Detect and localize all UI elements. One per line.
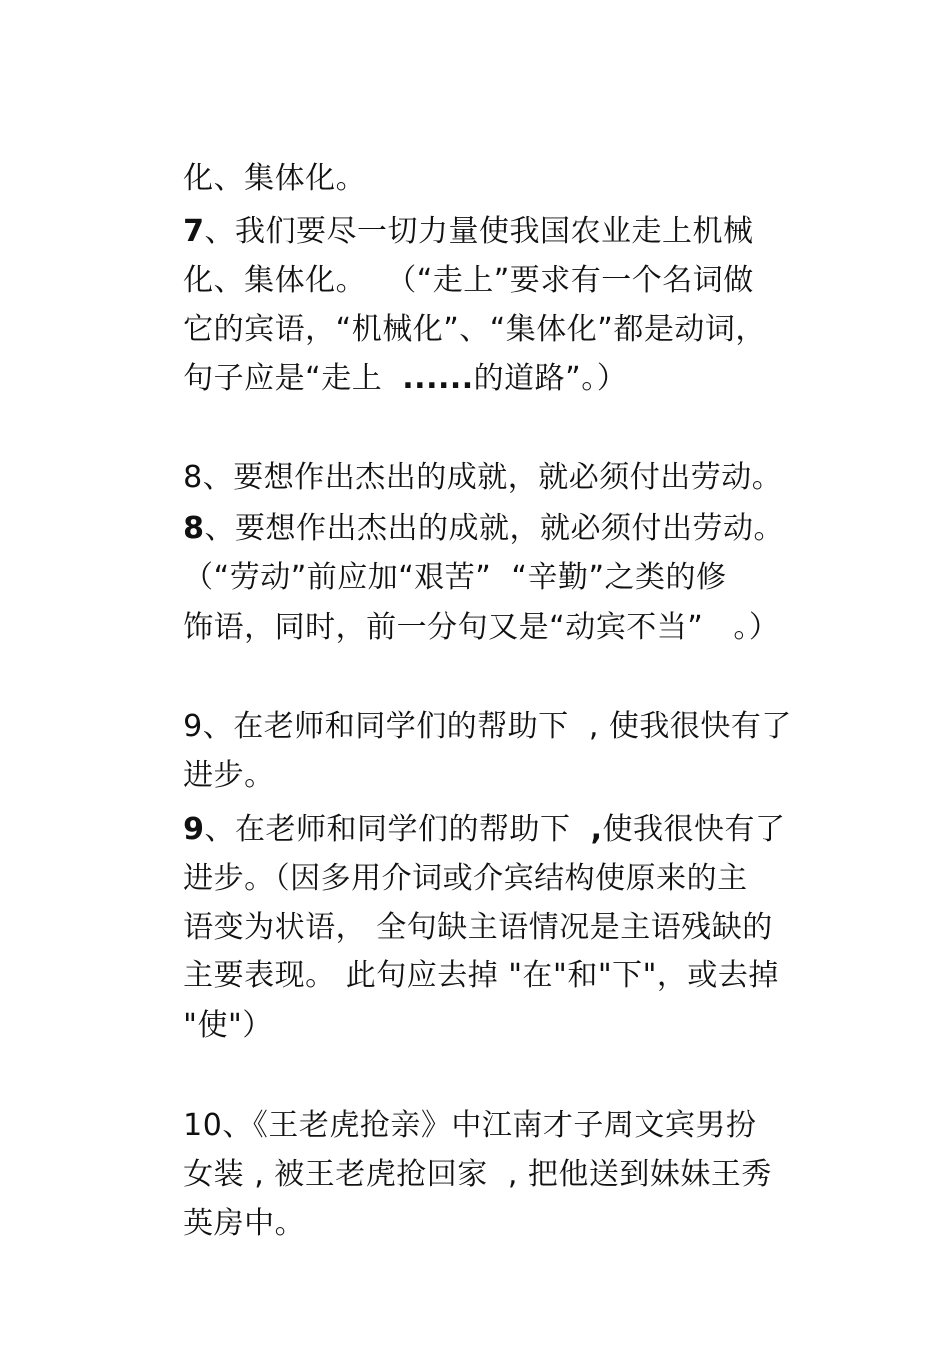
text-line: [143, 722, 275, 793]
line-text: 进步。（因多用介词或介宾结构使原来的主: [183, 861, 748, 896]
text-line: [143, 1072, 757, 1143]
line-text: 的道路”。）: [473, 361, 628, 396]
text-line: [143, 276, 766, 347]
text-line: [143, 922, 779, 993]
line-text: 语变为状语， 全句缺主语情况是主语残缺的: [183, 910, 773, 945]
text-line: [143, 1121, 772, 1192]
text-line: [143, 424, 783, 495]
line-text: 、在老师和同学们的帮助下: [204, 812, 591, 847]
text-line: [143, 125, 367, 196]
text-line: [143, 475, 785, 546]
line-text: 句子应是“走上: [183, 361, 403, 396]
text-line: [143, 874, 773, 945]
line-text: 化、集体化。 （“走上”要求有一个名词做: [183, 263, 754, 298]
line-text: （“劳动”前应加“艰苦” “辛勤”之类的修: [183, 560, 727, 595]
text-line: [143, 227, 754, 298]
text-line: [143, 1170, 306, 1241]
line-text: 使我很快有了: [602, 812, 786, 847]
item-number: 7: [183, 214, 205, 249]
line-text: 女装 , 被王老虎抢回家 , 把他送到妹妹王秀: [183, 1157, 772, 1192]
line-text: 10、《王老虎抢亲》中江南才子周文宾男扮: [183, 1108, 757, 1143]
line-text: 英房中。: [183, 1206, 306, 1241]
line-text: 饰语，同时，前一分句又是“动宾不当” 。）: [183, 610, 780, 645]
line-text: 它的宾语，“机械化”、“集体化”都是动词，: [183, 312, 766, 347]
text-line: [143, 776, 786, 847]
text-line: [143, 325, 628, 396]
line-text: 化、集体化。: [183, 161, 367, 196]
ellipsis-text: ......: [402, 361, 474, 396]
text-line: [143, 574, 780, 645]
text-line: [143, 972, 273, 1043]
text-line: [143, 825, 748, 896]
line-text: 、要想作出杰出的成就，就必须付出劳动。: [204, 511, 785, 546]
text-line: [143, 524, 727, 595]
comma-text: ,: [590, 812, 603, 847]
line-text: 主要表现。 此句应去掉 "在"和"下"，或去掉: [183, 958, 779, 993]
line-text: 8、要想作出杰出的成就，就必须付出劳动。: [183, 460, 783, 495]
item-number: 9: [183, 812, 205, 847]
item-number: 8: [183, 511, 205, 546]
line-text: 、我们要尽一切力量使我国农业走上机械: [204, 214, 754, 249]
line-text: 9、在老师和同学们的帮助下 , 使我很快有了: [183, 709, 792, 744]
text-line: [143, 673, 792, 744]
line-text: "使"）: [183, 1008, 273, 1043]
line-text: 进步。: [183, 758, 275, 793]
text-line: [143, 178, 754, 249]
